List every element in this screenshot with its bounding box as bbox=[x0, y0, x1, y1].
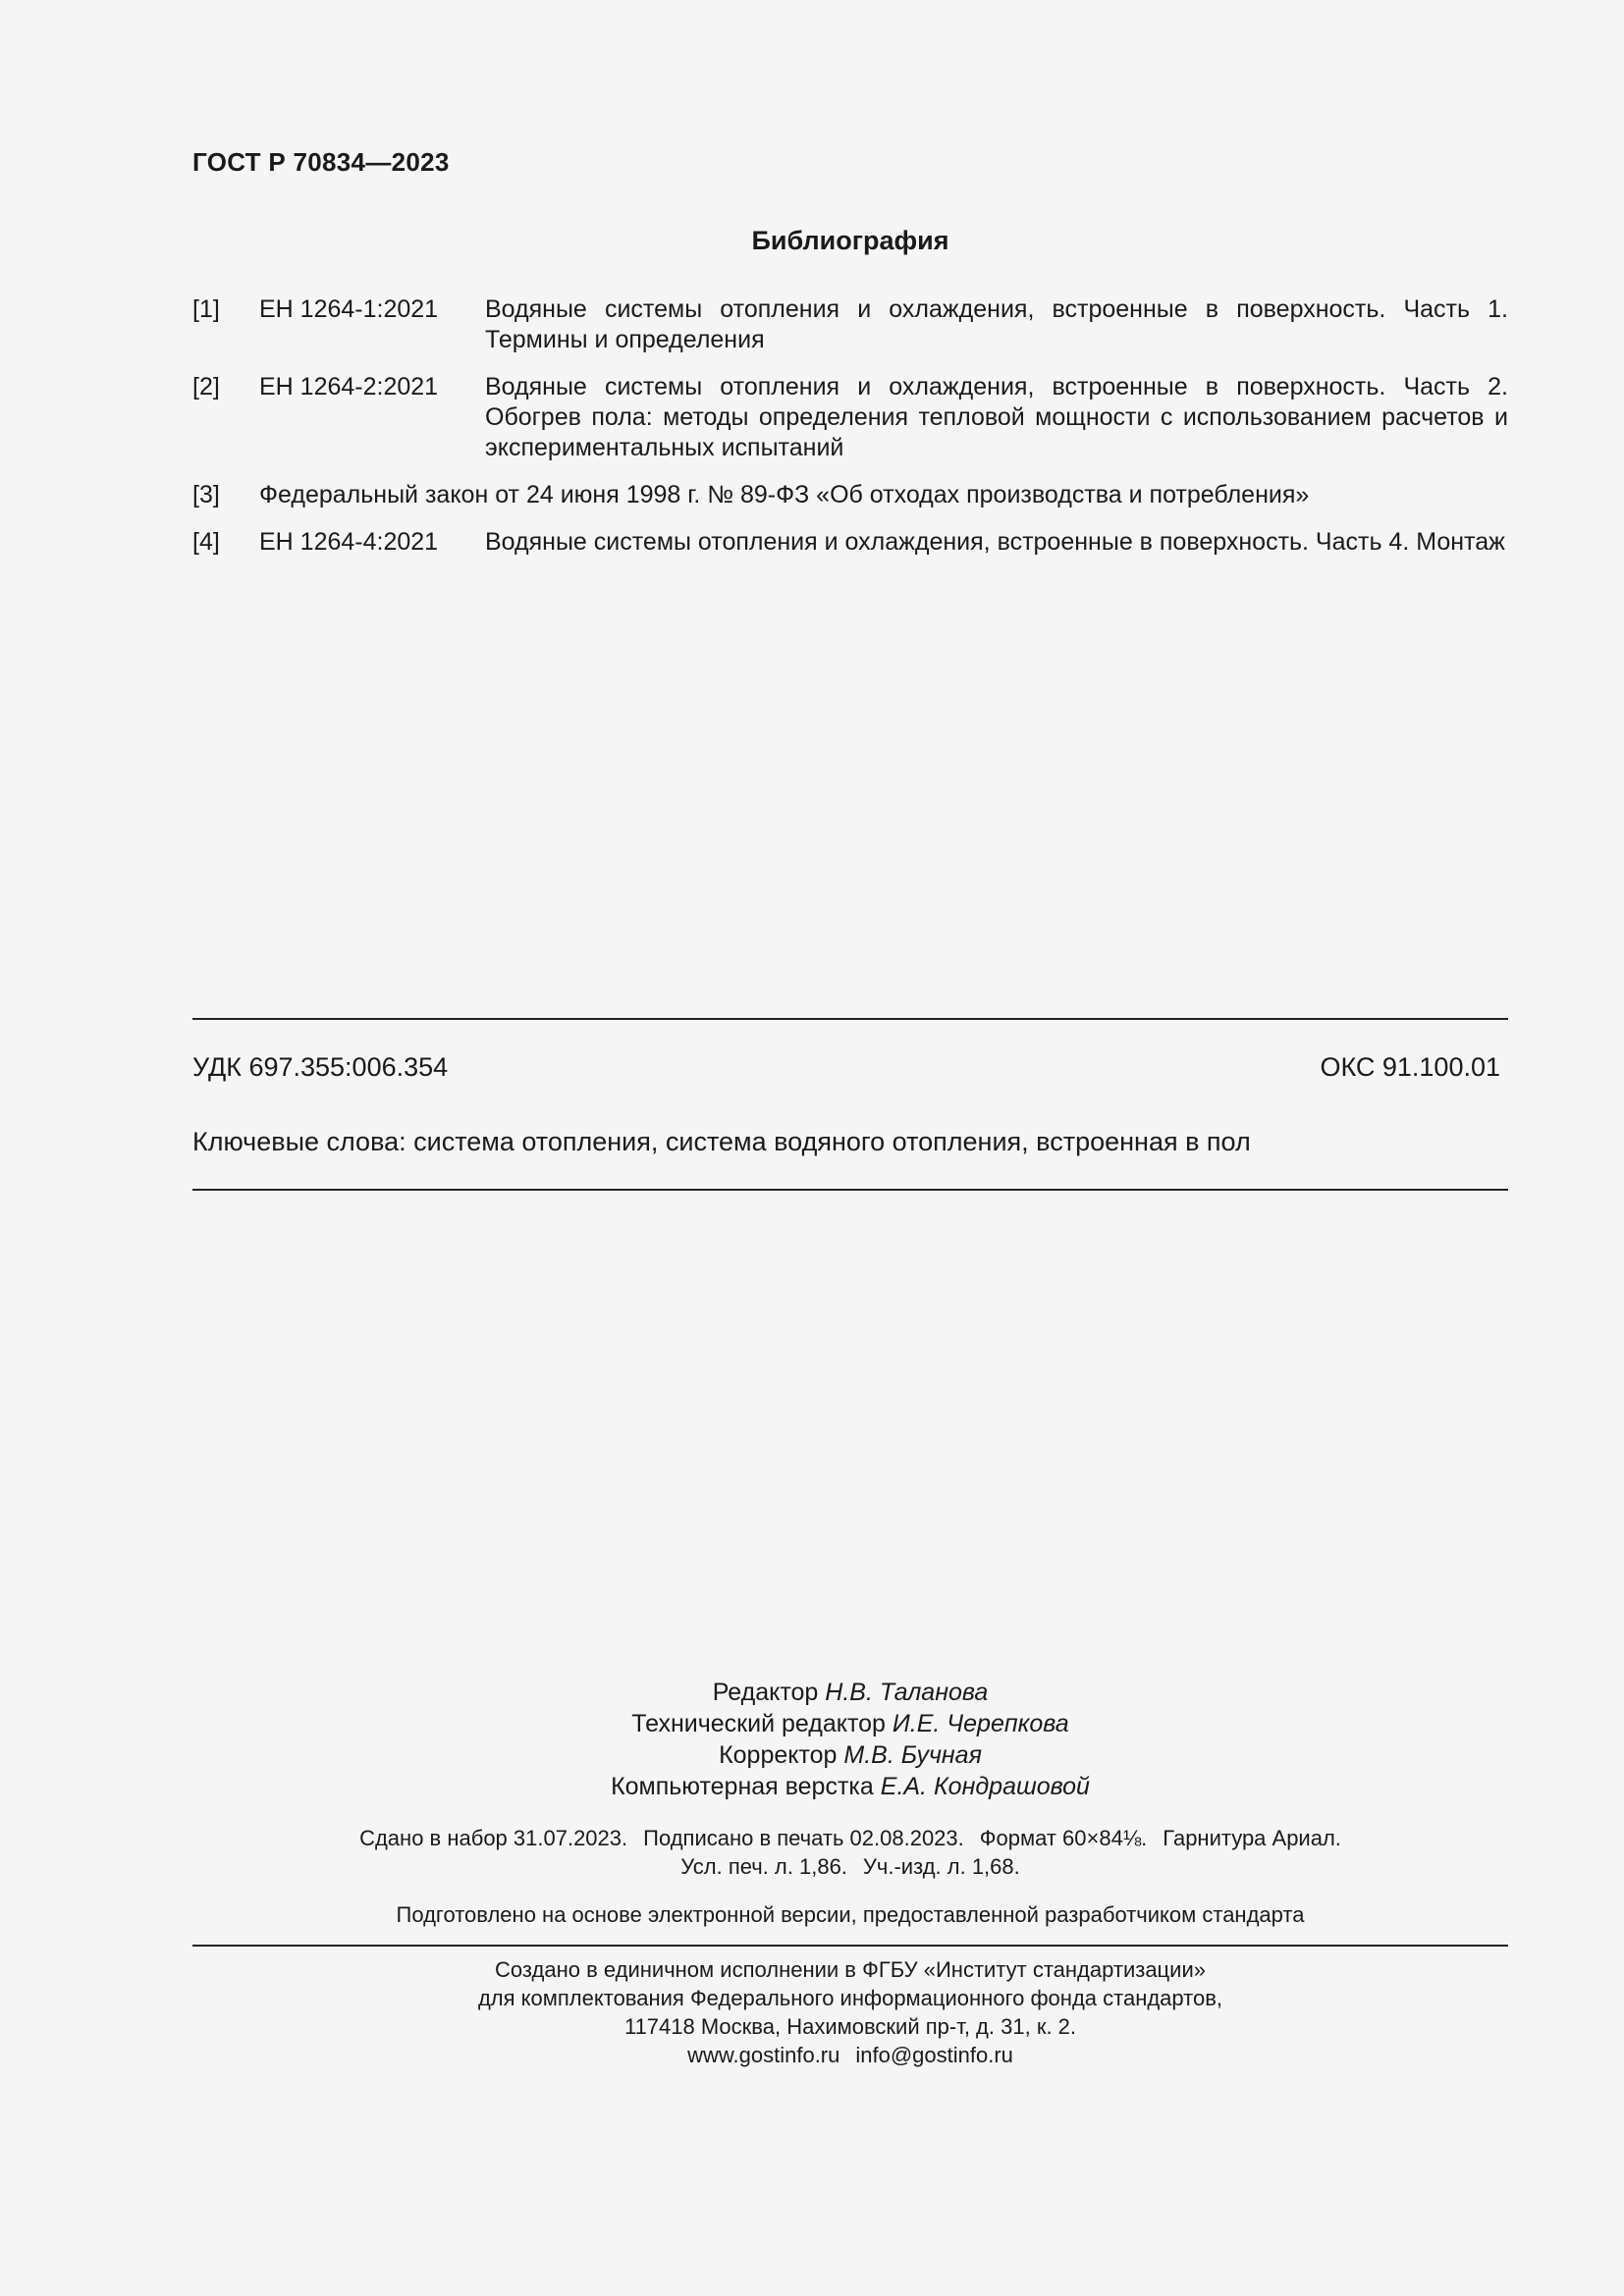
udk-code: УДК 697.355:006.354 bbox=[192, 1052, 449, 1082]
printed-sheets: Усл. печ. л. 1,86. bbox=[680, 1854, 847, 1879]
divider bbox=[192, 1189, 1508, 1191]
website-link[interactable]: www.gostinfo.ru bbox=[687, 2043, 840, 2067]
imprint-line: 117418 Москва, Нахимовский пр-т, д. 31, к. 2. bbox=[623, 2014, 1077, 2039]
bibliography-list bbox=[192, 294, 1508, 574]
credit-role: Корректор bbox=[719, 1741, 838, 1769]
credit-line bbox=[192, 1739, 1508, 1771]
bibliography-item bbox=[192, 480, 1508, 510]
oks-code: ОКС 91.100.01 bbox=[1320, 1052, 1500, 1082]
credit-role: Компьютерная верстка bbox=[611, 1773, 874, 1800]
bib-code: ЕН 1264-1:2021 bbox=[259, 295, 439, 323]
bib-title: Водяные системы отопления и охлаждения, встроенные в поверхность. Часть 4. Монтаж bbox=[485, 528, 1505, 556]
credit-line bbox=[192, 1677, 1508, 1708]
imprint-line: Создано в единичном исполнении в ФГБУ «Институт стандартизации» bbox=[495, 1957, 1206, 1982]
keywords: Ключевые слова: система отопления, система водяного отопления, встроенная в пол bbox=[192, 1127, 1251, 1156]
bib-title: Водяные системы отопления и охлаждения, встроенные в поверхность. Часть 1. Термины и определения bbox=[485, 295, 1508, 353]
bib-title: Федеральный закон от 24 июня 1998 г. № 89-ФЗ «Об отходах производства и потребления» bbox=[259, 481, 1310, 508]
divider bbox=[192, 1018, 1508, 1020]
prepared-note: Подготовлено на основе электронной версии, предоставленной разработчиком стандарта bbox=[396, 1902, 1305, 1927]
contact-line bbox=[192, 2041, 1508, 2069]
bibliography-item bbox=[192, 527, 1508, 558]
email-link[interactable]: info@gostinfo.ru bbox=[855, 2043, 1013, 2067]
credit-line bbox=[192, 1708, 1508, 1739]
credits-block bbox=[192, 1677, 1508, 1802]
typeface: Гарнитура Ариал. bbox=[1163, 1826, 1341, 1850]
bib-number: [1] bbox=[192, 295, 220, 323]
print-info-line bbox=[192, 1852, 1508, 1881]
print-info bbox=[192, 1824, 1508, 1881]
bib-code: ЕН 1264-2:2021 bbox=[259, 373, 439, 400]
imprint-line: для комплектования Федерального информационного фонда стандартов, bbox=[477, 1986, 1223, 2010]
signed-date: Подписано в печать 02.08.2023. bbox=[643, 1826, 964, 1850]
credit-name: М.В. Бучная bbox=[843, 1741, 982, 1769]
document-id: ГОСТ Р 70834—2023 bbox=[192, 147, 450, 177]
section-title: Библиография bbox=[751, 226, 949, 255]
print-info-line bbox=[192, 1824, 1508, 1852]
bib-number: [4] bbox=[192, 528, 220, 556]
imprint-block bbox=[192, 1955, 1508, 2069]
credit-line bbox=[192, 1771, 1508, 1802]
bib-number: [2] bbox=[192, 373, 220, 400]
paper-format: Формат 60×84⅛. bbox=[979, 1826, 1148, 1850]
bibliography-item bbox=[192, 372, 1508, 463]
credit-role: Редактор bbox=[712, 1679, 819, 1706]
bibliography-item bbox=[192, 294, 1508, 355]
bib-title: Водяные системы отопления и охлаждения, встроенные в поверхность. Часть 2. Обогрев пола: методы определения тепловой мощности с использованием расчетов и экспериментальных испытаний bbox=[485, 373, 1508, 461]
bib-code: ЕН 1264-4:2021 bbox=[259, 528, 439, 556]
edition-sheets: Уч.-изд. л. 1,68. bbox=[862, 1854, 1020, 1879]
credit-name: Е.А. Кондрашовой bbox=[880, 1773, 1090, 1800]
divider bbox=[192, 1945, 1508, 1947]
credit-role: Технический редактор bbox=[631, 1710, 886, 1737]
credit-name: Н.В. Таланова bbox=[825, 1679, 989, 1706]
credit-name: И.Е. Черепкова bbox=[892, 1710, 1069, 1737]
bib-number: [3] bbox=[192, 481, 220, 508]
submitted-date: Сдано в набор 31.07.2023. bbox=[359, 1826, 628, 1850]
